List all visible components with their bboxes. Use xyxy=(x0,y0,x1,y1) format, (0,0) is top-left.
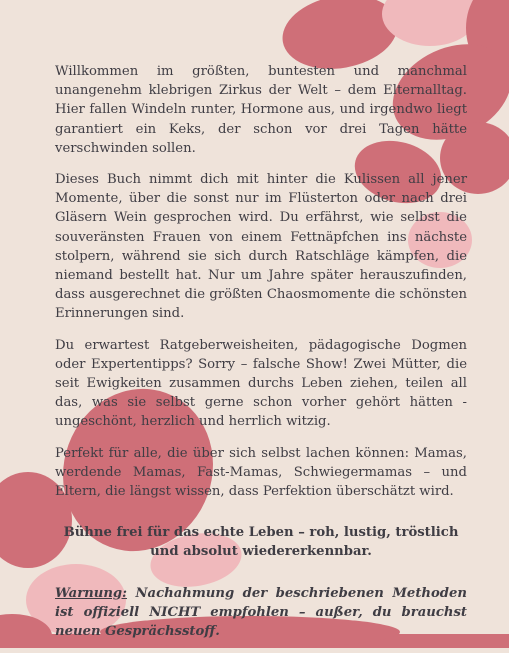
paragraph-intro: Willkommen im größten, buntesten und manchmal unangenehm klebrigen Zirkus der Welt – dem Elternalltag. Hier fallen Windeln runter, Hormone aus, und irgendwo liegt garantiert ein Keks, der schon vor drei Tagen hätte verschwinden sollen. xyxy=(55,64,467,156)
tagline: Bühne frei für das echte Leben – roh, lustig, tröstlich und absolut wiedererkennbar. xyxy=(63,525,459,560)
blurb-text xyxy=(55,62,467,653)
paragraph-book: Dieses Buch nimmt dich mit hinter die Kulissen all jener Momente, über die sonst nur im Flüsterton oder nach drei Gläsern Wein gesprochen wird. Du erfährst, wie selbst die souveränsten Frauen von einem Fettnäpfchen ins nächste stolpern, während sie sich durch Ratschläge kämpfen, die niemand bestellt hat. Nur um Jahre später herauszufinden, dass ausgerechnet die größten Chaosmomente die schönsten Erinnerungen sind. xyxy=(55,172,467,322)
warning-note xyxy=(55,584,467,642)
pebble-shape xyxy=(382,0,478,46)
paragraph-expectations: Du erwartest Ratgeberweisheiten, pädagogische Dogmen oder Expertentipps? Sorry – falsche Show! Zwei Mütter, die seit Ewigkeiten zusammen durchs Leben ziehen, teilen all das, was sie selbst gerne schon vorher gehört hätten - ungeschönt, herzlich und herrlich witzig. xyxy=(55,337,467,430)
warning-text: Nachahmung der beschriebenen Methoden ist offiziell NICHT empfohlen – außer, du brauchst neuen Gesprächsstoff. xyxy=(55,585,467,640)
paragraph-audience: Perfekt für alle, die über sich selbst lachen können: Mamas, werdende Mamas, Fast-Mamas, Schwiegermamas – und Eltern, die längst wissen, dass Perfektion überschätzt wird. xyxy=(55,445,467,500)
warning-label: Warnung: xyxy=(55,585,128,601)
